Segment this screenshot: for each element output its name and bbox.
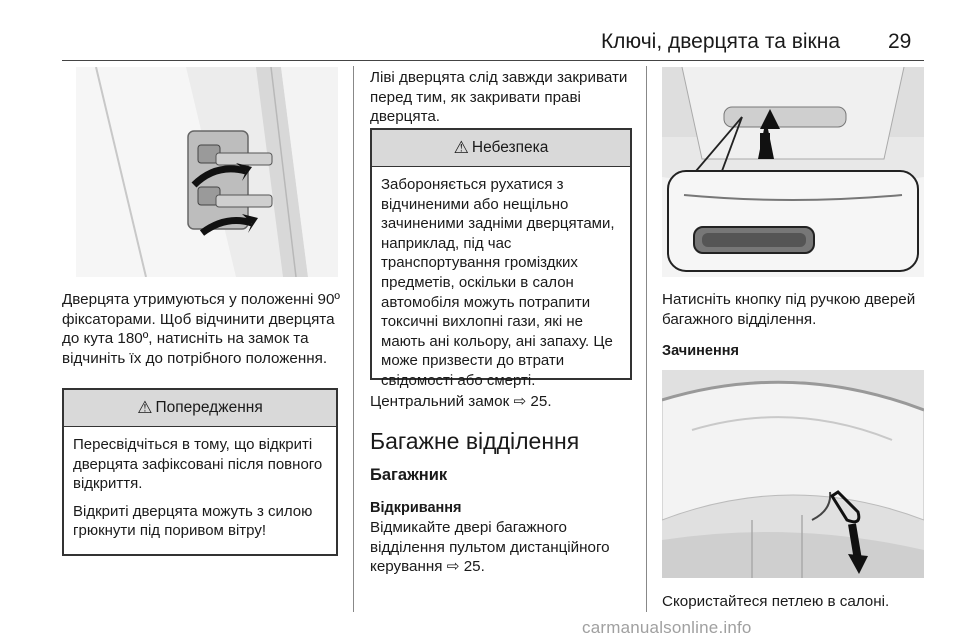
column-divider-1 (353, 66, 354, 612)
danger-header (372, 130, 630, 167)
press-button-paragraph: Натисніть кнопку під ручкою дверей багажного відділення. (662, 291, 916, 328)
danger-title: Небезпека (471, 139, 549, 156)
page-number: 29 (888, 30, 912, 53)
door-hold-paragraph: Дверцята утримуються у положенні 90º фіксаторами. Щоб відчинити дверцята до кута 180º, натисніть на замок та відчиніть їх до потрібного положення. (62, 291, 340, 367)
warning-header (64, 390, 336, 427)
warning-box (62, 388, 338, 556)
warning-text-2: Відкриті дверцята можуть з силою грюкнути під поривом вітру! (73, 502, 313, 540)
watermark: carmanualsonline.info (582, 618, 752, 637)
opening-text (370, 518, 636, 577)
closing-title: Зачинення (662, 343, 739, 359)
opening-title: Відкривання (370, 500, 462, 516)
left-door-paragraph: Ліві дверцята слід завжди закривати перед тим, як закривати праві дверцята. (370, 69, 628, 126)
opening-page: 25. (463, 558, 485, 576)
tailgate-strap-illustration (662, 370, 924, 578)
central-lock-ref (370, 392, 636, 412)
strap-paragraph: Скористайтеся петлею в салоні. (662, 593, 890, 610)
tailgate-button-illustration (662, 67, 924, 277)
header-rule (62, 60, 924, 61)
danger-box (370, 128, 632, 389)
central-lock-label: Центральний замок (370, 393, 510, 410)
door-hinge-illustration (76, 67, 338, 277)
warning-title: Попередження (155, 399, 263, 416)
warning-triangle-icon: ⚠ (137, 398, 153, 417)
subsection-title: Багажник (370, 466, 448, 484)
danger-text: Забороняється рухатися з відчиненими або нещільно зачиненими задніми дверцятами, наприклад, під час транспортування громіздких предметів, оскільки в салон автомобіля можуть потрапити токсичні вихлопні гази, які не мають ані кольору, ані запаху. Це може призвести до втрати свідомості або смерті. (381, 176, 615, 389)
section-title: Багажне відділення (370, 428, 580, 454)
column-divider-2 (646, 66, 647, 612)
opening-text-body: Відмикайте двері багажного відділення пультом дистанційного керування (370, 519, 610, 576)
central-lock-page: 25. (530, 393, 552, 410)
warning-triangle-icon: ⚠ (453, 138, 469, 157)
warning-text-1: Пересвідчіться в тому, що відкриті дверцята зафіксовані після повного відкриття. (73, 436, 323, 493)
page-title: Ключі, дверцята та вікна (600, 30, 840, 53)
ref-arrow-icon: ⇨ (513, 393, 527, 410)
ref-arrow-icon: ⇨ (446, 558, 460, 576)
